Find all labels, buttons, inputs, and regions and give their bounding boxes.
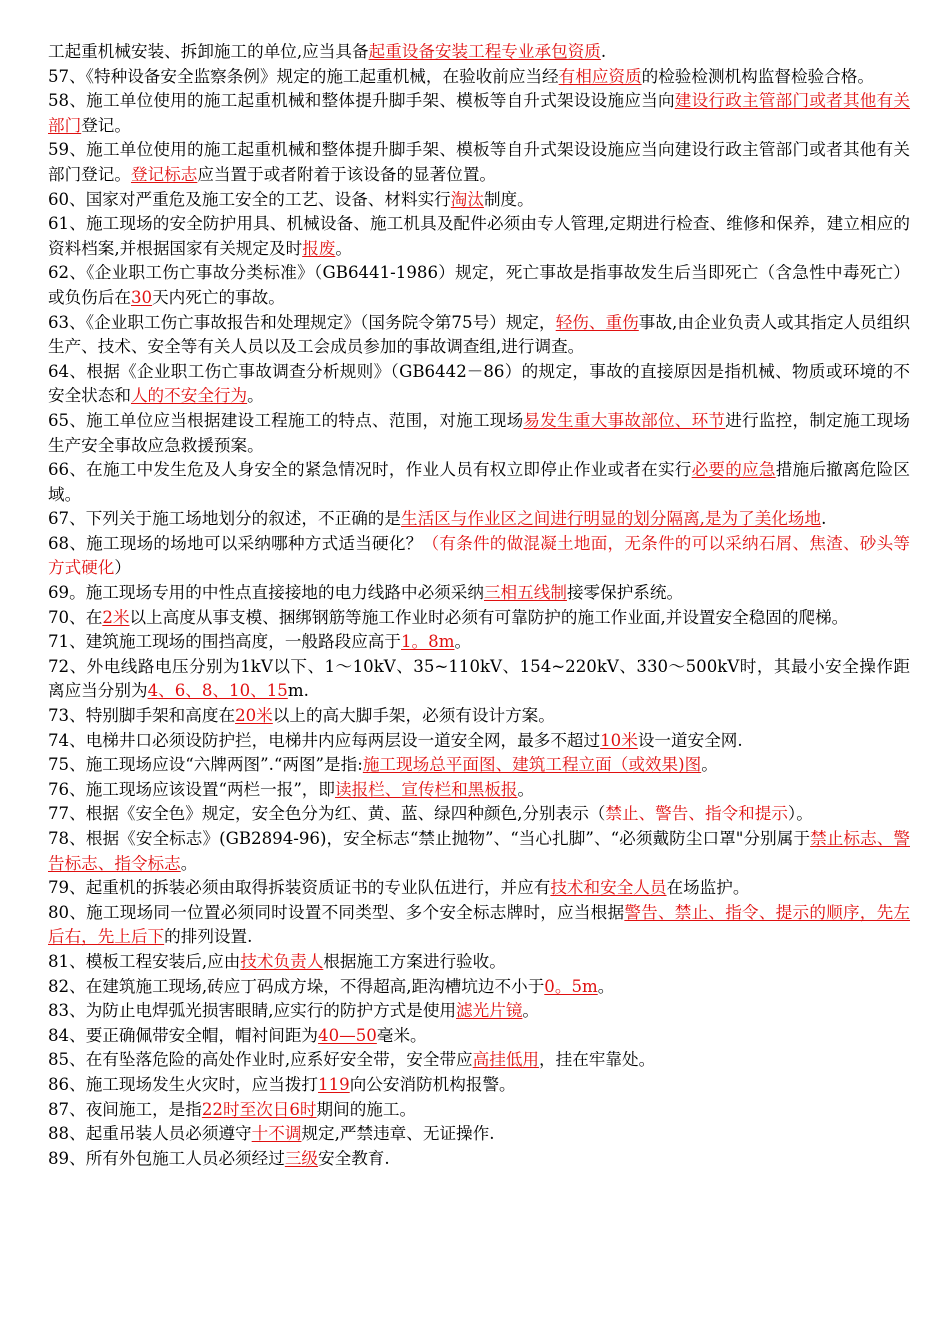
question-item (48, 507, 910, 532)
answer-text: 0。5m (544, 976, 598, 996)
question-item (48, 1024, 910, 1049)
question-text: 80、施工现场同一位置必须同时设置不同类型、多个安全标志牌时，应当根据 (48, 902, 625, 922)
question-text: 措施后撤离危险区域。 (48, 460, 911, 504)
question-text: 。 (522, 1001, 540, 1021)
question-item (48, 999, 910, 1024)
question-item (48, 581, 910, 606)
question-text: 59、施工单位使用的施工起重机械和整体提升脚手架、模板等自升式架设设施应当向建设行政主管部门或者其他有关部门登记。 (48, 140, 910, 184)
question-text: 进行监控，制定施工现场生产安全事故应急救援预案。 (48, 410, 911, 455)
answer-text: 读报栏、宣传栏和黑板报 (335, 779, 518, 799)
answer-text: 4、6、8、10、15 (147, 681, 288, 701)
answer-text: 必要的应急 (691, 460, 776, 480)
question-text: . (821, 509, 827, 529)
question-text: 。 (454, 632, 472, 652)
answer-text: 滤光片镜 (456, 1001, 523, 1021)
question-text: 69。施工现场专用的中性点直接接地的电力线路中必须采纳 (48, 583, 484, 603)
question-item (48, 778, 910, 803)
question-item (48, 360, 910, 409)
answer-text: 119 (318, 1074, 350, 1094)
question-text: 65、施工单位应当根据建设工程施工的特点、范围，对施工现场 (48, 410, 524, 430)
question-text: 77、根据《安全色》规定，安全色分为红、黄、蓝、绿四种颜色,分别表示（ (48, 804, 606, 824)
question-item (48, 89, 910, 138)
question-item (48, 950, 910, 975)
question-text: 63、《企业职工伤亡事故报告和处理规定》（国务院令第75号）规定， (48, 312, 556, 332)
question-item (48, 532, 910, 581)
question-text: 登记。 (81, 115, 131, 135)
question-item (48, 753, 910, 778)
answer-text: 1。8m (401, 632, 455, 652)
question-item (48, 1073, 910, 1098)
question-text: 毫米。 (376, 1025, 427, 1045)
question-text: 。 (517, 779, 535, 799)
question-item (48, 901, 910, 950)
answer-text: 登记标志 (130, 164, 198, 184)
question-item (48, 311, 910, 360)
question-item (48, 655, 910, 704)
answer-text: 有相应资质 (558, 66, 642, 86)
question-text: 82、在建筑施工现场,砖应丁码成方垛，不得超高,距沟槽坑边不小于 (48, 976, 545, 996)
question-text: 工起重机械安装、拆卸施工的单位,应当具备 (48, 42, 369, 61)
question-text: . (600, 42, 607, 61)
question-text: 制度。 (483, 189, 534, 209)
question-item (48, 261, 910, 310)
question-item (48, 729, 910, 754)
question-text: 89、所有外包施工人员必须经过 (48, 1148, 285, 1168)
question-text: 的检验检测机构监督检验合格。 (641, 66, 874, 86)
question-text: 的排列设置. (164, 927, 253, 947)
answer-text: （有条件的做混凝土地面，无条件的可以采纳石屑、焦渣、砂头等方式硬化 (48, 533, 910, 578)
question-item (48, 630, 910, 655)
question-text: ） (114, 558, 131, 578)
question-text: 87、夜间施工，是指 (48, 1099, 202, 1119)
question-text: 天内死亡的事故。 (152, 287, 285, 307)
question-text: 事故,由企业负责人或其指定人员组织生产、技术、安全等有关人员以及工会成员参加的事故调查组,进行调查。 (48, 312, 910, 357)
question-item (48, 188, 910, 213)
question-item (48, 40, 910, 65)
answer-text: 起重设备安装工程专业承包资质 (368, 42, 601, 61)
question-item (48, 138, 910, 187)
question-text: ）。 (787, 804, 813, 824)
question-text: 向公安消防机构报警。 (349, 1074, 516, 1094)
answer-text: 技术负责人 (240, 951, 324, 971)
answer-text: 高挂低用 (472, 1050, 540, 1070)
question-text: 规定,严禁违章、无证操作. (301, 1124, 495, 1144)
question-item (48, 1048, 910, 1073)
answer-text: 40—50 (318, 1025, 377, 1045)
question-text: 68、施工现场的场地可以采纳哪种方式适当硬化？ (48, 533, 423, 553)
question-text: 。 (701, 755, 718, 775)
question-text: ，挂在牢靠处。 (539, 1050, 656, 1070)
answer-text: 2米 (102, 607, 130, 627)
question-text: 78、根据《安全标志》(GB2894-96)，安全标志“禁止抛物”、“当心扎脚”、“必须戴防尘口罩"分别属于 (48, 829, 811, 848)
question-text: 85、在有坠落危险的高处作业时,应系好安全带，安全带应 (48, 1050, 473, 1070)
question-text: 根据施工方案进行验收。 (323, 951, 506, 971)
question-text: 应当置于或者附着于该设备的显著位置。 (197, 164, 497, 184)
question-text: 62、《企业职工伤亡事故分类标准》（GB6441-1986）规定，死亡事故是指事故发生后当即死亡（含急性中毒死亡）或负伤后在 (48, 263, 910, 307)
question-text: 设一道安全网. (637, 730, 743, 750)
answer-text: 20米 (235, 706, 273, 726)
question-text: 74、电梯井口必须设防护拦，电梯井内应每两层设一道安全网，最多不超过 (48, 730, 601, 750)
question-item (48, 802, 910, 827)
question-text: 期间的施工。 (316, 1099, 417, 1119)
answer-text: 易发生重大事故部位、环节 (523, 410, 726, 430)
question-text: 在场监护。 (666, 878, 750, 898)
question-text: 58、施工单位使用的施工起重机械和整体提升脚手架、模板等自升式架设设施应当向 (48, 91, 675, 111)
question-text: 81、模板工程安装后,应由 (48, 951, 241, 971)
question-text: 以上高度从事支模、捆绑钢筋等施工作业时必须有可靠防护的施工作业面,并设置安全稳固的爬梯。 (129, 607, 849, 627)
question-item (48, 1147, 910, 1172)
question-text: 以上的高大脚手架，必须有设计方案。 (272, 706, 555, 726)
question-item (48, 65, 910, 90)
question-text: 79、起重机的拆装必须由取得拆装资质证书的专业队伍进行，并应有 (48, 878, 551, 898)
question-text: 57、《特种设备安全监察条例》规定的施工起重机械，在验收前应当经 (48, 66, 559, 86)
answer-text: 轻伤、重伤 (555, 312, 639, 332)
question-item (48, 409, 910, 458)
question-item (48, 212, 910, 261)
question-text: 83、为防止电焊弧光损害眼睛,应实行的防护方式是使用 (48, 1001, 457, 1021)
question-item (48, 1098, 910, 1123)
question-text: 60、国家对严重危及施工安全的工艺、设备、材料实行 (48, 189, 451, 209)
answer-text: 十不调 (251, 1124, 302, 1144)
answer-text: 10米 (600, 730, 638, 750)
question-text: 61、施工现场的安全防护用具、机械设备、施工机具及配件必须由专人管理,定期进行检查、维修和保养，建立相应的资料档案,并根据国家有关规定及时 (48, 214, 910, 258)
answer-text: 淘汰 (450, 189, 484, 209)
answer-text: 人的不安全行为 (130, 386, 248, 406)
answer-text: 施工现场总平面图、建筑工程立面（或效果)图 (362, 755, 702, 775)
question-item (48, 827, 910, 876)
answer-text: 22时至次日6时 (201, 1099, 317, 1119)
question-text: 66、在施工中发生危及人身安全的紧急情况时，作业人员有权立即停止作业或者在实行 (48, 460, 692, 480)
question-text: 75、施工现场应设“六牌两图”.“两图”是指: (48, 755, 363, 775)
question-text: 64、根据《企业职工伤亡事故调查分析规则》（GB6442－86）的规定，事故的直接原因是指机械、物质或环境的不安全状态和 (48, 361, 910, 406)
question-text: 。 (335, 238, 352, 258)
question-item (48, 606, 910, 631)
question-text: 。 (180, 853, 198, 873)
question-text: 70、在 (48, 607, 103, 627)
question-text: 。 (247, 386, 264, 406)
question-item (48, 876, 910, 901)
answer-text: 警告、禁止、指令、提示的顺序，先左后右，先上后下 (48, 902, 911, 947)
question-text: 73、特别脚手架和高度在 (48, 706, 236, 726)
question-text: 72、外电线路电压分别为1kV以下、1～10kV、35~110kV、154~220kV、330～500kV时，其最小安全操作距离应当分别为 (48, 656, 910, 701)
question-text: 71、建筑施工现场的围挡高度，一般路段应高于 (48, 632, 401, 652)
question-text: 。 (597, 976, 615, 996)
answer-text: 报废 (302, 238, 336, 258)
question-text: 接零保护系统。 (566, 583, 684, 603)
question-text: m. (287, 681, 309, 701)
question-text: 86、施工现场发生火灾时，应当拨打 (48, 1074, 319, 1094)
question-item (48, 458, 910, 507)
question-item (48, 704, 910, 729)
answer-text: 技术和安全人员 (550, 878, 667, 898)
answer-text: 建设行政主管部门或者其他有关部门 (48, 91, 911, 135)
answer-text: 三级 (284, 1148, 319, 1168)
answer-text: 禁止、警告、指令和提示 (605, 804, 788, 824)
question-text: 84、要正确佩带安全帽，帽衬间距为 (48, 1025, 319, 1045)
answer-text: 禁止标志、警告标志、指令标志 (48, 829, 910, 873)
question-item (48, 1122, 910, 1147)
question-text: 67、下列关于施工场地划分的叙述，不正确的是 (48, 509, 401, 529)
question-text: 88、起重吊装人员必须遵守 (48, 1124, 252, 1144)
question-item (48, 975, 910, 1000)
answer-text: 生活区与作业区之间进行明显的划分隔离,是为了美化场地 (401, 509, 822, 529)
answer-text: 三相五线制 (483, 583, 567, 603)
answer-text: 30 (130, 287, 153, 307)
question-text: 76、施工现场应该设置“两栏一报”，即 (48, 779, 335, 799)
question-text: 安全教育. (318, 1148, 390, 1168)
